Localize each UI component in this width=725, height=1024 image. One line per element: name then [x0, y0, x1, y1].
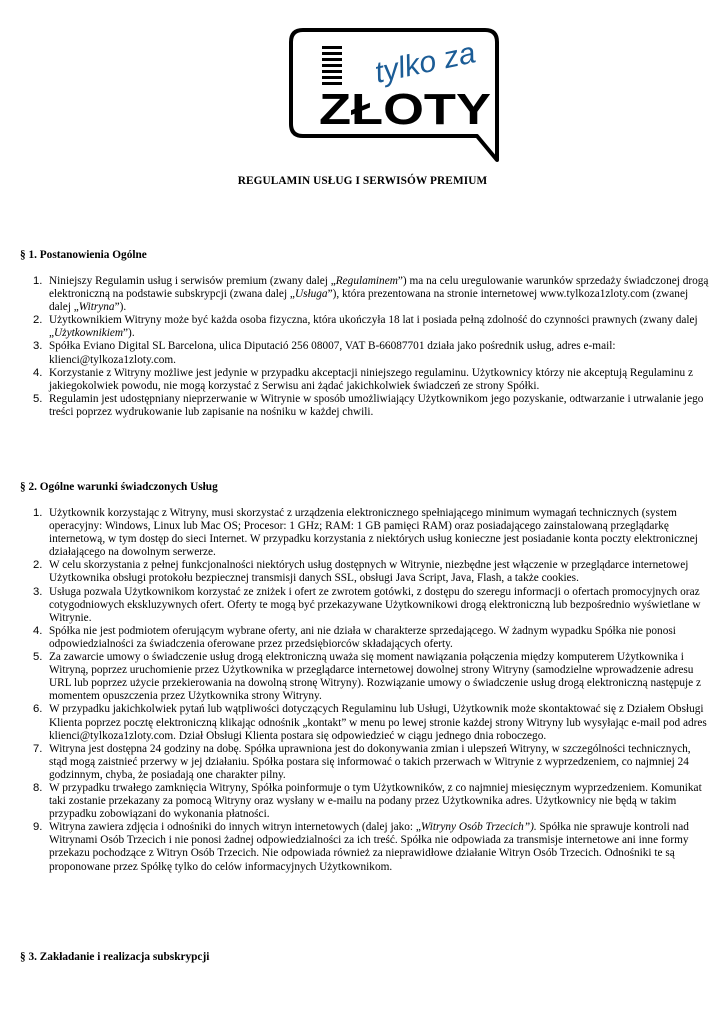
list-item-number: 1.: [33, 507, 43, 519]
list-item-number: 2.: [33, 559, 43, 572]
list-item-number: 2.: [33, 314, 43, 327]
list-item: 4. Spółka nie jest podmiotem oferującym wybrane oferty, ani nie działa w charakterze sprzedającego. W żadnym wypadku Spółka nie ponosi odpowiedzialności za świadczenia oferowane przez przedsiębiorców składających oferty.: [33, 624, 676, 650]
list-item: 3. Spółka Eviano Digital SL Barcelona, ulica Diputació 256 08007, VAT B-66087701 działa jako pośrednik usług, adres e-mail: klienci@tylkoza1zloty.com.: [33, 340, 616, 366]
list-item: 5. Regulamin jest udostępniany nieprzerwanie w Witrynie w sposób umożliwiający Użytkownikom jego pozyskanie, odtwarzanie i utrwalanie jego treści poprzez wydrukowanie lub zapisanie na nośniku w każdej chwili.: [33, 392, 704, 418]
list-item-number: 8.: [33, 781, 43, 794]
list-item: 9. Witryna zawiera zdjęcia i odnośniki do innych witryn internetowych (dalej jako: „Witryny Osób Trzecich”). Spółka nie sprawuje kontroli nad Witrynami Osób Trzecich i nie ponosi żadnej odpowiedzialności za ich treść. Spółka nie odpowiada za transmisje internetowe ani inne formy przekazu pochodzące z Witryn Osób Trzecich. Nie odpowiada również za nieprawidłowe działanie Witryn Osób Trzecich. Odnośniki te są proponowane przez Spółkę tylko do celów informacyjnych Użytkownikom.: [33, 821, 689, 873]
logo: [289, 28, 503, 164]
list-item: 8. W przypadku trwałego zamknięcia Witryny, Spółka poinformuje o tym Użytkowników, z co najmniej miesięcznym wyprzedzeniem. Komunikat taki zostanie przekazany za pomocą Witryny oraz wysłany w e-mailu na podany przez Użytkownika adres. Użytkownicy nie będą w takim przypadku zobowiązani do wykonania płatności.: [33, 781, 702, 821]
list-item-number: 1.: [33, 275, 43, 287]
list-item: 2. W celu skorzystania z pełnej funkcjonalności niektórych usług dostępnych w Witrynie, niezbędne jest włączenie w przeglądarce internetowej Użytkownika obsługi protokołu bezpiecznej transmisji danych SSL, obsługi Java Script, Java, Flash, a także cookies.: [33, 559, 689, 585]
section-1-list: [20, 275, 710, 419]
section-1-heading: § 1. Postanowienia Ogólne: [20, 249, 147, 261]
logo-graphic: [289, 28, 503, 164]
list-item-number: 5.: [33, 392, 43, 405]
list-item: 6. W przypadku jakichkolwiek pytań lub wątpliwości dotyczących Regulaminu lub Usługi, Użytkownik może skontaktować się z Działem Obsługi Klienta poprzez pocztę elektroniczną klikając odnośnik „kontakt” w menu po lewej stronie każdej strony Witryny lub wysyłając e-mail pod adres klienci@tylkoza1zloty.com. Dział Obsługi Klienta postara się odpowiedzieć w ciągu jednego dnia roboczego.: [33, 703, 707, 742]
section-2-list: [20, 507, 710, 874]
list-item-number: 4.: [33, 624, 43, 637]
list-item: 5. Za zawarcie umowy o świadczenie usług drogą elektroniczną uważa się moment nawiązania połączenia między komputerem Użytkownika i Witryną, poprzez uruchomienie przez Użytkownika w przeglądarce internetowej dowolnej strony Witryny (samodzielne wprowadzenie adresu URL lub poprzez użycie przekierowania na dowolną stronę Witryny). Rozwiązanie umowy o świadczenie usług drogą elektroniczną następuje z momentem opuszczenia przez Użytkownika strony Witryny.: [33, 651, 702, 703]
list-item: 3. Usługa pozwala Użytkownikom korzystać ze zniżek i ofert ze zwrotem gotówki, z dostępu do szeregu informacji o ofertach promocyjnych oraz cotygodniowych ekskluzywnych ofert. Oferty te mogą być przekazywane Użytkownikowi drogą elektroniczną lub bezpośrednio wyświetlane w Witrynie.: [33, 585, 701, 624]
list-item-number: 3.: [33, 340, 43, 353]
list-item-number: 6.: [33, 703, 43, 716]
logo-wordmark: ZŁOTY: [319, 85, 491, 134]
document-title: REGULAMIN USŁUG I SERWISÓW PREMIUM: [237, 175, 488, 187]
list-item: 4. Korzystanie z Witryny możliwe jest jedynie w przypadku akceptacji niniejszego regulaminu. Użytkownicy którzy nie akceptują Regulaminu z jakiegokolwiek powodu, nie mogą korzystać z Serwisu ani żądać jakichkolwiek świadczeń ze strony Spółki.: [33, 366, 693, 392]
list-item: 1. Niniejszy Regulamin usług i serwisów premium (zwany dalej „Regulaminem”) ma na celu uregulowanie warunków sprzedaży świadczonej drogą elektroniczną na podstawie subskrypcji (zwana dalej „Usługa”), która prezentowana na stronie internetowej www.tylkoza1zloty.com (zwanej dalej „Witryna”).: [33, 275, 709, 314]
list-item: 1. Użytkownik korzystając z Witryny, musi skorzystać z urządzenia elektronicznego spełniającego minimum wymagań technicznych (system operacyjny: Windows, Linux lub Mac OS; Procesor: 1 GHz; RAM: 1 GB pamięci RAM) oraz posiadającego zainstalowaną przeglądarkę internetową, w tym dostęp do sieci Internet. W przypadku korzystania z niektórych usług konieczne jest posiadanie konta poczty elektronicznej działającego na dowolnym serwerze.: [33, 507, 698, 559]
list-item: 2. Użytkownikiem Witryny może być każda osoba fizyczna, która ukończyła 18 lat i posiada pełną zdolność do czynności prawnych (zwany dalej „Użytkownikiem”).: [33, 314, 698, 340]
list-item-number: 3.: [33, 585, 43, 598]
list-item-number: 9.: [33, 821, 43, 834]
list-item: 7. Witryna jest dostępna 24 godziny na dobę. Spółka uprawniona jest do dokonywania zmian i ulepszeń Witryny, w szczególności technicznych, stąd mogą zaistnieć przerwy w jej działaniu. Spółka postara się informować o takich przerwach w Witrynie z wyprzedzeniem, co najmniej 24 godzinnym, chyba, że posiadają one charakter pilny.: [33, 742, 691, 781]
list-item-number: 5.: [33, 651, 43, 664]
list-item-number: 4.: [33, 366, 43, 379]
logo-tagline: tylko za: [372, 36, 479, 90]
list-item-number: 7.: [33, 742, 43, 755]
section-3-heading: § 3. Zakładanie i realizacja subskrypcji: [20, 951, 210, 963]
section-2-heading: § 2. Ogólne warunki świadczonych Usług: [20, 481, 218, 493]
